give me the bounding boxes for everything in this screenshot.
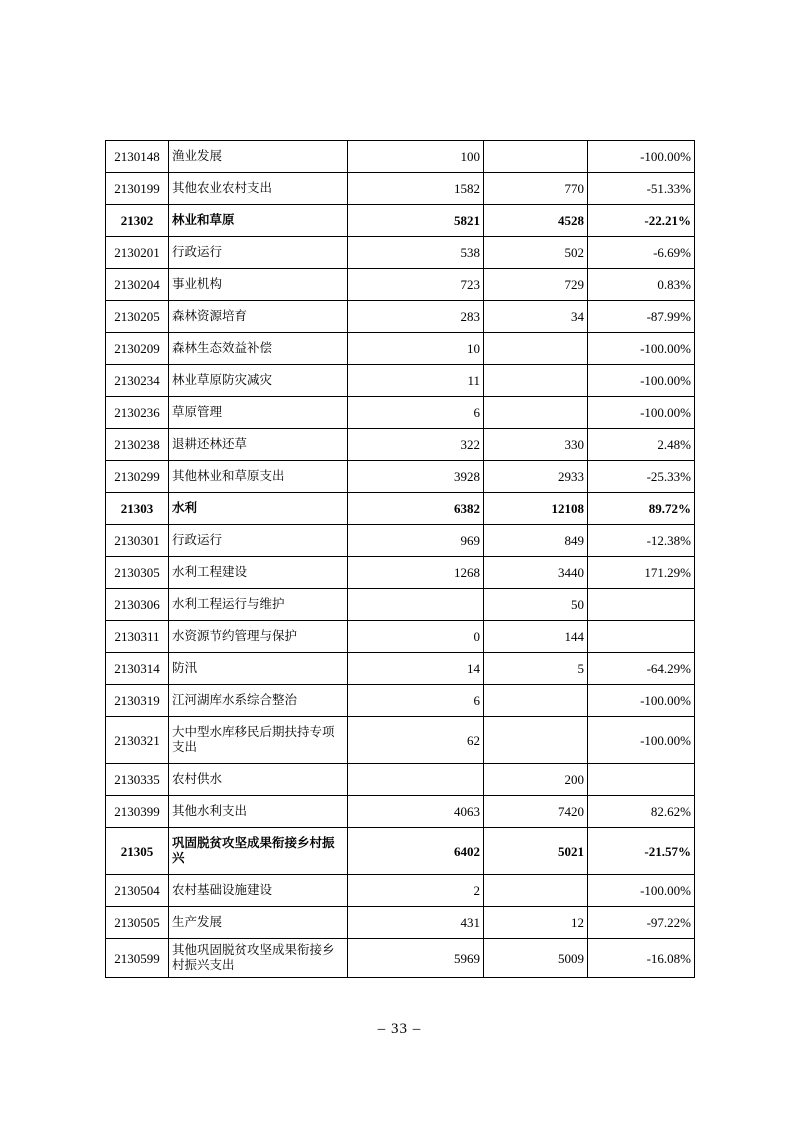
budget-item-name: 其他水利支出 <box>169 796 348 828</box>
table-row <box>106 237 695 269</box>
budget-code: 2130301 <box>106 525 169 557</box>
change-percent <box>588 764 695 796</box>
table-row <box>106 397 695 429</box>
change-percent: 89.72% <box>588 493 695 525</box>
budget-code: 2130238 <box>106 429 169 461</box>
amount-current: 200 <box>484 764 588 796</box>
change-percent: 171.29% <box>588 557 695 589</box>
amount-current: 5 <box>484 653 588 685</box>
amount-current: 7420 <box>484 796 588 828</box>
amount-previous: 100 <box>348 141 484 173</box>
table-row <box>106 589 695 621</box>
amount-previous: 283 <box>348 301 484 333</box>
amount-current <box>484 717 588 764</box>
table-row <box>106 173 695 205</box>
amount-previous: 969 <box>348 525 484 557</box>
amount-previous: 3928 <box>348 461 484 493</box>
amount-previous: 431 <box>348 907 484 939</box>
budget-code: 2130199 <box>106 173 169 205</box>
change-percent: -97.22% <box>588 907 695 939</box>
amount-previous: 10 <box>348 333 484 365</box>
amount-previous: 723 <box>348 269 484 301</box>
budget-item-name: 大中型水库移民后期扶持专项支出 <box>169 717 348 764</box>
budget-code: 2130305 <box>106 557 169 589</box>
budget-code: 2130319 <box>106 685 169 717</box>
amount-current <box>484 685 588 717</box>
change-percent: -6.69% <box>588 237 695 269</box>
budget-item-name: 农村基础设施建设 <box>169 875 348 907</box>
change-percent: -12.38% <box>588 525 695 557</box>
amount-previous <box>348 764 484 796</box>
budget-item-name: 其他林业和草原支出 <box>169 461 348 493</box>
amount-current: 12 <box>484 907 588 939</box>
budget-item-name: 水利工程建设 <box>169 557 348 589</box>
amount-previous: 62 <box>348 717 484 764</box>
change-percent <box>588 589 695 621</box>
table-row <box>106 365 695 397</box>
amount-previous: 538 <box>348 237 484 269</box>
amount-previous: 5969 <box>348 939 484 978</box>
amount-previous <box>348 589 484 621</box>
budget-item-name: 行政运行 <box>169 525 348 557</box>
budget-item-name: 行政运行 <box>169 237 348 269</box>
table-row <box>106 875 695 907</box>
table-row <box>106 764 695 796</box>
amount-previous: 6 <box>348 685 484 717</box>
amount-current <box>484 333 588 365</box>
budget-code: 21303 <box>106 493 169 525</box>
table-row <box>106 907 695 939</box>
budget-item-name: 农村供水 <box>169 764 348 796</box>
amount-current: 729 <box>484 269 588 301</box>
change-percent: -100.00% <box>588 875 695 907</box>
table-row <box>106 429 695 461</box>
amount-current: 4528 <box>484 205 588 237</box>
budget-code: 2130299 <box>106 461 169 493</box>
table-row <box>106 939 695 978</box>
budget-code: 2130311 <box>106 621 169 653</box>
change-percent: -100.00% <box>588 685 695 717</box>
budget-item-name: 事业机构 <box>169 269 348 301</box>
budget-item-name: 森林生态效益补偿 <box>169 333 348 365</box>
budget-code: 2130205 <box>106 301 169 333</box>
budget-code: 2130204 <box>106 269 169 301</box>
change-percent: -87.99% <box>588 301 695 333</box>
budget-code: 2130306 <box>106 589 169 621</box>
amount-current: 849 <box>484 525 588 557</box>
budget-code: 2130314 <box>106 653 169 685</box>
table-row <box>106 269 695 301</box>
amount-previous: 5821 <box>348 205 484 237</box>
amount-previous: 6382 <box>348 493 484 525</box>
table-row <box>106 621 695 653</box>
amount-current <box>484 875 588 907</box>
budget-code: 2130236 <box>106 397 169 429</box>
amount-current: 330 <box>484 429 588 461</box>
budget-code: 2130505 <box>106 907 169 939</box>
amount-current: 3440 <box>484 557 588 589</box>
amount-previous: 4063 <box>348 796 484 828</box>
page-number: – 33 – <box>377 1021 422 1037</box>
budget-item-name: 其他农业农村支出 <box>169 173 348 205</box>
budget-item-name: 森林资源培育 <box>169 301 348 333</box>
change-percent: -64.29% <box>588 653 695 685</box>
budget-code: 21302 <box>106 205 169 237</box>
amount-current: 34 <box>484 301 588 333</box>
change-percent: -21.57% <box>588 828 695 875</box>
change-percent: -22.21% <box>588 205 695 237</box>
budget-item-name: 其他巩固脱贫攻坚成果衔接乡村振兴支出 <box>169 939 348 978</box>
budget-item-name: 林业和草原 <box>169 205 348 237</box>
amount-current <box>484 141 588 173</box>
change-percent <box>588 621 695 653</box>
table-row <box>106 333 695 365</box>
amount-previous: 6 <box>348 397 484 429</box>
budget-item-name: 巩固脱贫攻坚成果衔接乡村振兴 <box>169 828 348 875</box>
change-percent: -100.00% <box>588 365 695 397</box>
table-row <box>106 653 695 685</box>
amount-current: 502 <box>484 237 588 269</box>
amount-previous: 2 <box>348 875 484 907</box>
amount-previous: 14 <box>348 653 484 685</box>
budget-code: 2130504 <box>106 875 169 907</box>
table-row <box>106 301 695 333</box>
table-row <box>106 557 695 589</box>
budget-item-name: 水资源节约管理与保护 <box>169 621 348 653</box>
budget-item-name: 生产发展 <box>169 907 348 939</box>
table-row <box>106 205 695 237</box>
table-row <box>106 493 695 525</box>
amount-previous: 6402 <box>348 828 484 875</box>
change-percent: -51.33% <box>588 173 695 205</box>
change-percent: -16.08% <box>588 939 695 978</box>
amount-previous: 322 <box>348 429 484 461</box>
budget-item-name: 江河湖库水系综合整治 <box>169 685 348 717</box>
budget-item-name: 草原管理 <box>169 397 348 429</box>
budget-code: 2130234 <box>106 365 169 397</box>
amount-current: 5009 <box>484 939 588 978</box>
change-percent: 2.48% <box>588 429 695 461</box>
budget-code: 2130335 <box>106 764 169 796</box>
change-percent: -100.00% <box>588 333 695 365</box>
amount-current: 2933 <box>484 461 588 493</box>
table-row <box>106 525 695 557</box>
change-percent: 0.83% <box>588 269 695 301</box>
budget-code: 2130599 <box>106 939 169 978</box>
change-percent: -100.00% <box>588 397 695 429</box>
budget-code: 2130321 <box>106 717 169 764</box>
amount-previous: 11 <box>348 365 484 397</box>
budget-code: 2130148 <box>106 141 169 173</box>
budget-code: 2130201 <box>106 237 169 269</box>
budget-code: 21305 <box>106 828 169 875</box>
table-row <box>106 717 695 764</box>
table-row <box>106 685 695 717</box>
amount-current: 144 <box>484 621 588 653</box>
amount-current: 770 <box>484 173 588 205</box>
table-row <box>106 796 695 828</box>
table-row <box>106 461 695 493</box>
budget-item-name: 水利 <box>169 493 348 525</box>
amount-current <box>484 365 588 397</box>
budget-item-name: 林业草原防灾减灾 <box>169 365 348 397</box>
budget-item-name: 水利工程运行与维护 <box>169 589 348 621</box>
budget-item-name: 渔业发展 <box>169 141 348 173</box>
amount-current: 5021 <box>484 828 588 875</box>
budget-code: 2130399 <box>106 796 169 828</box>
amount-previous: 1268 <box>348 557 484 589</box>
change-percent: -100.00% <box>588 717 695 764</box>
amount-previous: 1582 <box>348 173 484 205</box>
budget-item-name: 退耕还林还草 <box>169 429 348 461</box>
change-percent: -100.00% <box>588 141 695 173</box>
change-percent: -25.33% <box>588 461 695 493</box>
budget-item-name: 防汛 <box>169 653 348 685</box>
table-row <box>106 828 695 875</box>
table-row <box>106 141 695 173</box>
amount-current: 50 <box>484 589 588 621</box>
amount-current: 12108 <box>484 493 588 525</box>
amount-current <box>484 397 588 429</box>
change-percent: 82.62% <box>588 796 695 828</box>
budget-table <box>105 140 695 978</box>
budget-code: 2130209 <box>106 333 169 365</box>
amount-previous: 0 <box>348 621 484 653</box>
